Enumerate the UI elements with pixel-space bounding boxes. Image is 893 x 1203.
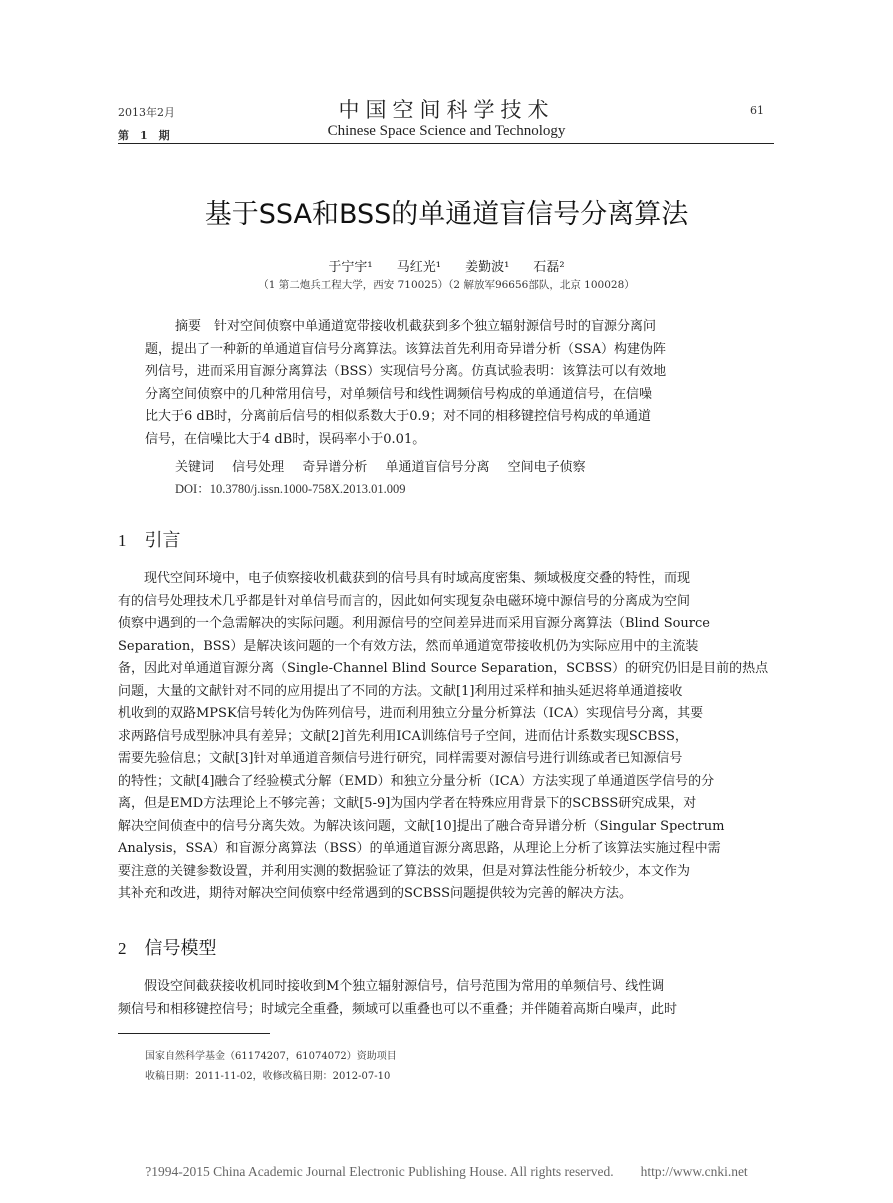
footnote-rule — [118, 1033, 270, 1034]
body-line: 需要先验信息；文献[3]针对单通道音频信号进行研究，同样需要对源信号进行训练或者已知源信号 — [118, 751, 683, 766]
footnote-funding: 国家自然科学基金（61174207，61074072）资助项目 — [145, 1051, 397, 1062]
body-line: 其补充和改进，期待对解决空间侦察中经常遇到的SCBSS问题提供较为完善的解决方法。 — [118, 886, 632, 901]
section-number: 1 — [118, 531, 127, 550]
body-line: 的特性；文献[4]融合了经验模式分解（EMD）和独立分量分析（ICA）方法实现了单通道医学信号的分 — [118, 773, 715, 789]
author: 石磊² — [533, 260, 565, 275]
footnote-dates: 收稿日期：2011-11-02，收修改稿日期：2012-07-10 — [145, 1071, 391, 1082]
keywords — [175, 456, 600, 475]
abstract-line: 比大于6 dB时，分离前后信号的相似系数大于0.9；对不同的相移键控信号构成的单通道 — [145, 409, 651, 425]
abstract-line: 题，提出了一种新的单通道盲信号分离算法。该算法首先利用奇异谱分析（SSA）构建伪阵 — [145, 341, 666, 357]
keyword: 奇异谱分析 — [302, 460, 368, 475]
section-body — [118, 568, 774, 906]
copyright-footer: ?1994-2015 China Academic Journal Electronic Publishing House. All rights reserved. http://www.cnki.net — [145, 1164, 748, 1179]
abstract-line: 列信号，进而采用盲源分离算法（BSS）实现信号分离。仿真试验表明：该算法可以有效地 — [145, 364, 667, 380]
keyword: 空间电子侦察 — [507, 460, 586, 475]
affiliation: （1 第二炮兵工程大学，西安 710025）（2 解放军96656部队，北京 100028） — [258, 279, 635, 291]
section-body — [118, 976, 774, 1021]
body-line: 要注意的关键参数设置，并利用实测的数据验证了算法的效果，但是对算法性能分析较少，本文作为 — [118, 863, 691, 879]
body-line: Analysis，SSA）和盲源分离算法（BSS）的单通道盲源分离思路，从理论上分析了该算法实施过程中需 — [118, 841, 721, 856]
author-list — [0, 256, 893, 275]
author: 于宁宇¹ — [328, 260, 373, 275]
body-line: 有的信号处理技术几乎都是针对单信号而言的，因此如何实现复杂电磁环境中源信号的分离成为空间 — [118, 593, 691, 609]
body-line: 解决空间侦查中的信号分离失效。为解决该问题，文献[10]提出了融合奇异谱分析（Singular Spectrum — [118, 818, 725, 834]
header-date: 2013年2月 — [118, 106, 175, 119]
header-rule — [118, 143, 774, 144]
header-issue: 第 1 期 — [118, 129, 170, 142]
body-line: 现代空间环境中，电子侦察接收机截获到的信号具有时域高度密集、频域极度交叠的特性，而现 — [144, 571, 691, 586]
abstract — [145, 316, 749, 452]
body-line: 频信号和相移键控信号；时域完全重叠，频域可以重叠也可以不重叠；并伴随着高斯白噪声，此时 — [118, 1001, 678, 1017]
page-number: 61 — [750, 104, 764, 117]
abstract-line: 摘要 针对空间侦察中单通道宽带接收机截获到多个独立辐射源信号时的盲源分离问 — [175, 319, 657, 334]
body-line: 假设空间截获接收机同时接收到M个独立辐射源信号，信号范围为常用的单频信号、线性调 — [144, 979, 665, 994]
section-heading — [118, 526, 181, 552]
body-line: 离，但是EMD方法理论上不够完善；文献[5-9]为国内学者在特殊应用背景下的SCBSS研究成果，对 — [118, 796, 697, 811]
section-title: 信号模型 — [144, 938, 217, 959]
doi: DOI：10.3780/j.issn.1000-758X.2013.01.009 — [175, 482, 406, 496]
abstract-line: 分离空间侦察中的几种常用信号，对单频信号和线性调频信号构成的单通道信号，在信噪 — [145, 386, 653, 402]
article-title: 基于SSA和BSS的单通道盲信号分离算法 — [204, 199, 689, 230]
body-line: 问题，大量的文献针对不同的应用提出了不同的方法。文献[1]利用过采样和抽头延迟将单通道接收 — [118, 683, 683, 699]
abstract-line: 信号，在信噪比大于4 dB时，误码率小于0.01。 — [145, 431, 426, 447]
body-line: 侦察中遇到的一个急需解决的实际问题。利用源信号的空间差异进而采用盲源分离算法（Blind Source — [118, 616, 710, 631]
section-title: 引言 — [144, 530, 181, 551]
journal-title-cn: 中国空间科学技术 — [338, 98, 555, 122]
journal-title-en: Chinese Space Science and Technology — [327, 123, 566, 139]
keyword: 信号处理 — [232, 460, 285, 475]
author: 姜勤波¹ — [465, 260, 510, 275]
keyword: 单通道盲信号分离 — [385, 460, 490, 475]
body-line: 求两路信号成型脉冲具有差异；文献[2]首先利用ICA训练信号子空间，进而估计系数实现SCBSS， — [118, 728, 688, 744]
keywords-label: 关键词 — [175, 460, 215, 475]
body-line: 备，因此对单通道盲源分离（Single-Channel Blind Source Separation，SCBSS）的研究仍旧是目前的热点 — [118, 661, 769, 676]
section-number: 2 — [118, 939, 127, 958]
author: 马红光¹ — [396, 260, 441, 275]
body-line: Separation，BSS）是解决该问题的一个有效方法，然而单通道宽带接收机仍为实际应用中的主流装 — [118, 638, 699, 654]
body-line: 机收到的双路MPSK信号转化为伪阵列信号，进而利用独立分量分析算法（ICA）实现信号分离，其要 — [118, 706, 704, 721]
section-heading — [118, 934, 217, 960]
